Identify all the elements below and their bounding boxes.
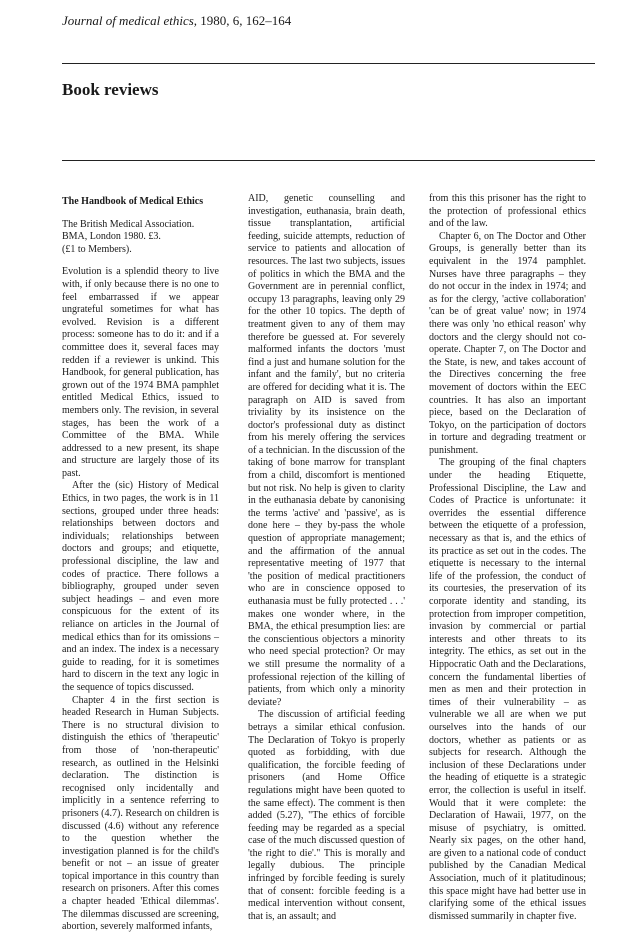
review-price: (£1 to Members).: [62, 243, 132, 255]
review-meta: [62, 219, 219, 257]
paragraph: Evolution is a splendid theory to live with, if only because there is no one to feel embarrassed if we appear ungrateful sometimes for what has evolved. Revision is a different process: someone has to do it: and if a committee does it, several faces may redden if a reviewer is unkind. This Handbook, for general publication, has grown out of the 1974 BMA pamphlet entitled Medical Ethics, issued to members only. The revision, in several stages, has been the work of a Committee of the BMA. While addressed to a new present, its shape and structure are largely those of its past.: [62, 266, 219, 479]
journal-details: 1980, 6, 162–164: [197, 13, 292, 28]
paragraph: The grouping of the final chapters under the heading Etiquette, Professional Discipline, the Law and Codes of Practice is unfortunate: it overrides the essential difference between the etiquette of a profession, necessary as that is, and the ethics of its practice as set out in the codes. The etiquette is necessary to the internal life of the profession, the conduct of its courtesies, the preservation of its corporate identity and standing, its protection from improper competition, invasion by commercial or partial interests and other threats to its integrity. The ethics, as set out in the Hippocratic Oath and the Declarations, concern the fundamental liberties of men as men and their protection in times of their vulnerability – as vulnerable we all are when we put ourselves into the hands of our doctors, whether as patients or as subjects for research. Although the inclusion of these Declarations under the heading of etiquette is a strategic error, the collection is useful in itself. Would that it were complete: the Declaration of Hawaii, 1977, on the misuse of psychiatry, is omitted. Nearly six pages, on the other hand, are given to a national code of conduct published by the Canadian Medical Association, much of it platitudinous; this space might have had better use in clarifying some of the ethical issues dismissed summarily in chapter five.: [429, 457, 586, 922]
paragraph: from this this prisoner has the right to the protection of professional ethics and of the law.: [429, 193, 586, 230]
review-publisher: BMA, London 1980. £3.: [62, 231, 161, 243]
journal-name: Journal of medical ethics,: [62, 13, 198, 28]
paragraph: AID, genetic counselling and investigation, euthanasia, brain death, tissue transplantation, artificial feeding, suicide attempts, reduction of service to patients and allocation of resources. The last two subjects, issues of politics in which the BMA and the Government are in perennial conflict, occupy 13 paragraphs, leaving only 29 for the other 10 topics. The depth of treatment given to any of them may therefore be guessed at. For severely malformed infants the doctors 'must find a just and humane solution for the infant and the family', but no criteria are offered for deciding what it is. The paragraph on AID is saved from triviality by its insistence on the doctor's professional duty as distinct from his merely offering the services of a technician. In the discussion of the taking of bone marrow for transplant from a child, discomfort is mentioned but not risk. No help is given to clarity in the euthanasia debate by canonising the terms 'active' and 'passive', as is done here – they by-pass the whole question of appropriate management; and the affirmation of the annual representative meeting of 1977 that 'the position of medical practitioners who are in conscience opposed to euthanasia must be fully protected . . .' makes one wonder where, in the BMA, the ethical presumption lies: are the conscientious objectors a minority who need special protection? Or may we still presume the normality of a professional rejection of the killing of patients, from which only a minority deviate?: [248, 193, 405, 708]
review-author: The British Medical Association.: [62, 218, 195, 230]
section-title: Book reviews: [62, 80, 159, 99]
section-rule: [62, 160, 595, 161]
paragraph: Chapter 4 in the first section is headed Research in Human Subjects. There is no structural division to distinguish the ethics of 'therapeutic' from those of 'non-therapeutic' research, as outlined in the Helsinki declaration. The distinction is recognised only incidentally and implicitly in a sentence referring to prisoners (4.7). Research on children is discussed (4.6) without any reference to the question whether the investigation planned is for the child's benefit or not – an issue of greater topical importance in this country than research on prisoners. After this comes a chapter headed 'Ethical dilemmas'. The dilemmas discussed are screening, abortion, severely malformed infants,: [62, 694, 219, 933]
review-title: The Handbook of Medical Ethics: [62, 196, 204, 207]
paragraph: After the (sic) History of Medical Ethics, in two pages, the work is in 11 sections, grouped under three heads: relationships between doctors and individuals; relationships between doctors and groups; and etiquette, professional discipline, the law and codes of practice. There follows a bibliography, grouped under seven subject headings – and even more conspicuous for the extent of its reliance on articles in the Journal of medical ethics than for its omissions – and an index. The index is a necessary guide to reading, for it is sometimes hard to discern in the text any logic in the sequence of topics discussed.: [62, 480, 219, 693]
column-2: [248, 193, 405, 923]
top-rule: [62, 63, 595, 64]
paragraph: Chapter 6, on The Doctor and Other Groups, is generally better than its equivalent in the 1974 pamphlet. Nurses have three paragraphs – they do not occur in the index in 1974; and as for the clergy, 'active collaboration' 'can be of great value' now; in 1974 there was only 'no ethical reason' why doctors and the clergy should not co-operate. Chapter 7, on The Doctor and the State, is new, and takes account of the Directives concerning the free movement of doctors within the EEC countries. It has also an important piece, based on the Declaration of Tokyo, on the participation of doctors in torture and degrading treatment or punishment.: [429, 230, 586, 456]
paragraph: The discussion of artificial feeding betrays a similar ethical confusion. The Declaration of Tokyo is properly quoted as forbidding, with due qualification, the forcible feeding of prisoners (and Home Office regulations might have been quoted to the same effect). The comment is then added (5.27), "The ethics of forcible feeding may be regarded as a special case of the much discussed question of 'the right to die'." This is morally and legally dubious. The principle infringed by forcible feeding is surely that of consent: forcible feeding is a medical intervention without consent, that is, an assault; and: [248, 709, 405, 922]
column-3: [429, 193, 586, 923]
journal-citation: [62, 13, 291, 29]
column-1: [62, 196, 219, 934]
